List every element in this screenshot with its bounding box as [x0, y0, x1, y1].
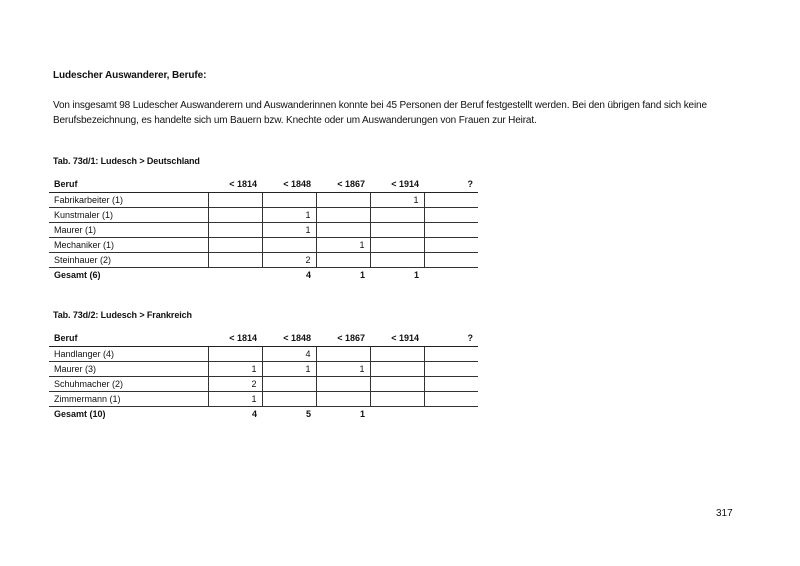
cell — [208, 268, 262, 283]
table-frankreich — [49, 331, 478, 421]
cell — [316, 377, 370, 392]
cell — [316, 253, 370, 268]
table-title-frankreich: Tab. 73d/2: Ludesch > Frankreich — [53, 310, 192, 320]
cell: 1 — [359, 409, 365, 419]
cell: Fabrikarbeiter (1) — [49, 193, 208, 208]
cell — [370, 407, 424, 422]
cell: 1 — [262, 208, 316, 223]
cell — [424, 362, 478, 377]
cell — [370, 253, 424, 268]
column-header: < 1814 — [208, 177, 262, 193]
cell — [424, 347, 478, 362]
section-heading: Ludescher Auswanderer, Berufe: — [53, 70, 207, 81]
cell — [208, 253, 262, 268]
cell: 2 — [208, 377, 262, 392]
table-row — [49, 347, 478, 362]
cell: 4 — [305, 270, 311, 280]
cell — [424, 377, 478, 392]
column-header: < 1848 — [262, 331, 316, 347]
cell — [370, 208, 424, 223]
cell — [316, 223, 370, 238]
cell — [208, 208, 262, 223]
column-header: Beruf — [49, 331, 208, 347]
cell — [262, 377, 316, 392]
table-header-row — [49, 331, 478, 347]
column-header: < 1914 — [370, 177, 424, 193]
column-header: < 1867 — [316, 177, 370, 193]
table-deutschland — [49, 177, 478, 282]
cell: Schuhmacher (2) — [49, 377, 208, 392]
cell — [424, 208, 478, 223]
cell: 1 — [262, 362, 316, 377]
cell — [370, 238, 424, 253]
table-row — [49, 238, 478, 253]
cell: 4 — [251, 409, 257, 419]
table-row — [49, 392, 478, 407]
cell — [316, 208, 370, 223]
cell — [208, 223, 262, 238]
cell — [370, 362, 424, 377]
column-header: < 1914 — [370, 331, 424, 347]
cell: Kunstmaler (1) — [49, 208, 208, 223]
table-total-row — [49, 407, 478, 422]
cell — [370, 392, 424, 407]
cell: Maurer (1) — [49, 223, 208, 238]
table-row — [49, 223, 478, 238]
cell: 1 — [208, 392, 262, 407]
table-row — [49, 377, 478, 392]
column-header: Beruf — [49, 177, 208, 193]
intro-paragraph: Von insgesamt 98 Ludescher Auswanderern und Auswanderinnen konnte bei 45 Personen der Beruf festgestellt werden. Bei den übrigen fand sich keine Berufsbezeichnung, es handelte sich um Bauern bzw. Knechte oder um Auswanderungen von Frauen zur Heirat. — [53, 100, 707, 126]
cell — [208, 347, 262, 362]
cell — [424, 238, 478, 253]
cell — [424, 193, 478, 208]
table-header-row — [49, 177, 478, 193]
cell: 1 — [262, 223, 316, 238]
column-header: < 1814 — [208, 331, 262, 347]
cell: 1 — [370, 193, 424, 208]
cell — [424, 268, 478, 283]
cell — [424, 253, 478, 268]
column-header: < 1867 — [316, 331, 370, 347]
cell — [262, 392, 316, 407]
cell: 1 — [316, 238, 370, 253]
cell — [208, 238, 262, 253]
cell: Handlanger (4) — [49, 347, 208, 362]
cell — [262, 238, 316, 253]
cell — [208, 193, 262, 208]
cell: Mechaniker (1) — [49, 238, 208, 253]
column-header: ? — [424, 331, 478, 347]
table-title-deutschland: Tab. 73d/1: Ludesch > Deutschland — [53, 156, 200, 166]
cell: 1 — [316, 362, 370, 377]
column-header: < 1848 — [262, 177, 316, 193]
cell — [370, 223, 424, 238]
cell — [370, 347, 424, 362]
cell — [424, 392, 478, 407]
table-row — [49, 208, 478, 223]
table-row — [49, 193, 478, 208]
cell: 5 — [305, 409, 311, 419]
cell: Gesamt (10) — [54, 409, 106, 419]
cell — [316, 392, 370, 407]
cell: 1 — [413, 270, 419, 280]
cell — [424, 407, 478, 422]
cell: Zimmermann (1) — [49, 392, 208, 407]
cell: Steinhauer (2) — [49, 253, 208, 268]
column-header: ? — [424, 177, 478, 193]
table-row — [49, 253, 478, 268]
cell — [316, 347, 370, 362]
cell: Maurer (3) — [49, 362, 208, 377]
table-total-row — [49, 268, 478, 283]
table-row — [49, 362, 478, 377]
cell: 1 — [208, 362, 262, 377]
cell: 4 — [262, 347, 316, 362]
page-number: 317 — [716, 508, 733, 519]
cell: 1 — [359, 270, 365, 280]
cell — [316, 193, 370, 208]
cell — [262, 193, 316, 208]
cell: Gesamt (6) — [54, 270, 101, 280]
cell: 2 — [262, 253, 316, 268]
cell — [370, 377, 424, 392]
cell — [424, 223, 478, 238]
